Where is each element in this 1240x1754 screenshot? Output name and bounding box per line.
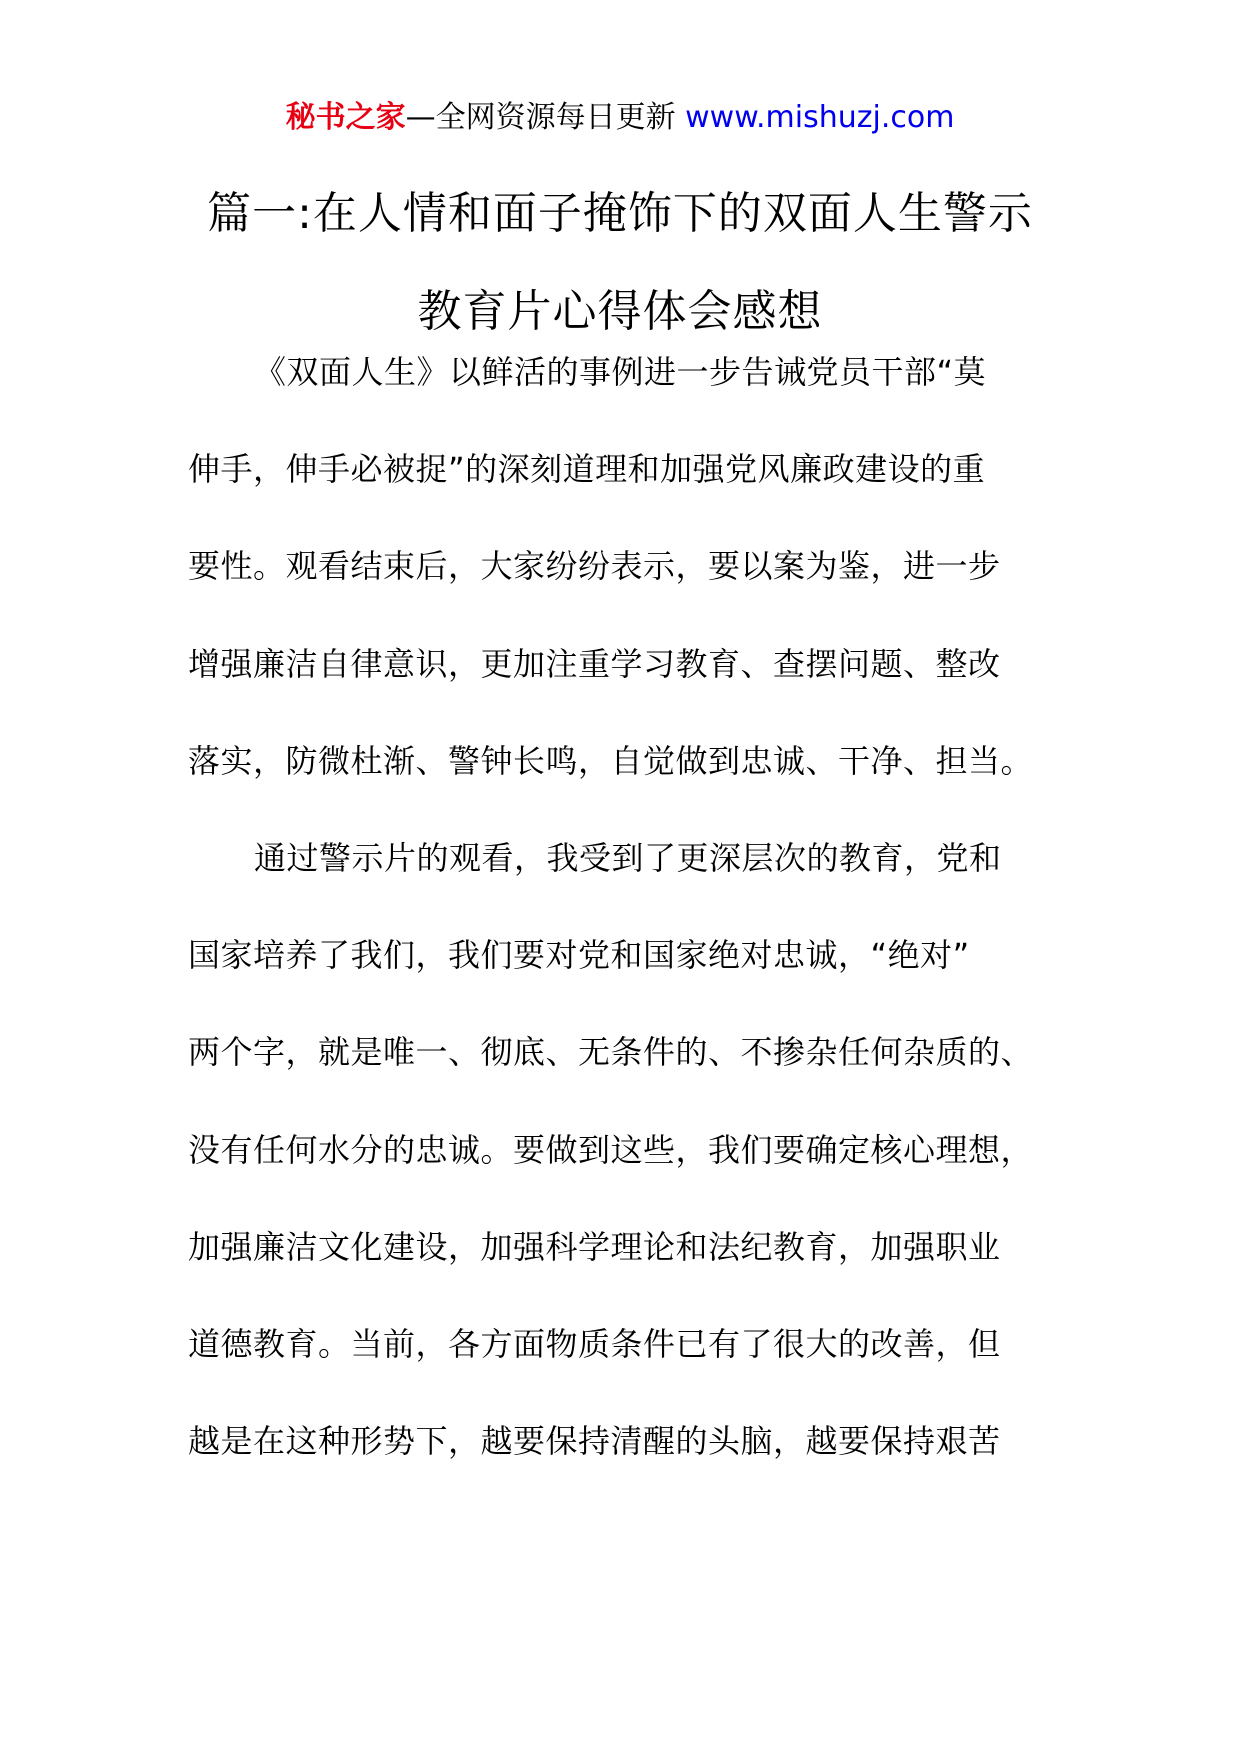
text-line: 国家培养了我们，我们要对党和国家绝对忠诚，“绝对”	[188, 936, 970, 975]
brand-name: 秘书之家	[285, 100, 406, 135]
document-body	[188, 352, 1058, 1518]
paragraph-1	[188, 352, 1058, 838]
text-line: 通过警示片的观看，我受到了更深层次的教育，党和	[254, 838, 1002, 877]
text-line: 道德教育。当前，各方面物质条件已有了很大的改善，但	[188, 1324, 1001, 1363]
text-line: 《双面人生》以鲜活的事例进一步告诫党员干部“莫	[254, 353, 987, 391]
text-line: 要性。观看结束后，大家纷纷表示，要以案为鉴，进一步	[188, 547, 1001, 586]
title-line-1: 篇一:在人情和面子掩饰下的双面人生警示	[207, 188, 1033, 239]
site-url: www.mishuzj.com	[685, 100, 955, 135]
text-line: 落实，防微杜渐、警钟长鸣，自觉做到忠诚、干净、担当。	[188, 741, 1034, 780]
paragraph-2	[188, 838, 1058, 1518]
text-line: 没有任何水分的忠诚。要做到这些，我们要确定核心理想，	[188, 1130, 1034, 1169]
text-line: 增强廉洁自律意识，更加注重学习教育、查摆问题、整改	[188, 644, 1001, 683]
title-line-2: 教育片心得体会感想	[417, 286, 823, 337]
document-title	[150, 165, 1090, 361]
text-line: 两个字，就是唯一、彻底、无条件的、不掺杂任何杂质的、	[188, 1033, 1034, 1072]
site-header	[0, 98, 1240, 138]
header-tagline: —全网资源每日更新	[405, 100, 676, 135]
text-line: 越是在这种形势下，越要保持清醒的头脑，越要保持艰苦	[188, 1422, 1001, 1461]
text-line: 加强廉洁文化建设，加强科学理论和法纪教育，加强职业	[188, 1227, 1001, 1266]
text-line: 伸手，伸手必被捉”的深刻道理和加强党风廉政建设的重	[188, 450, 986, 489]
